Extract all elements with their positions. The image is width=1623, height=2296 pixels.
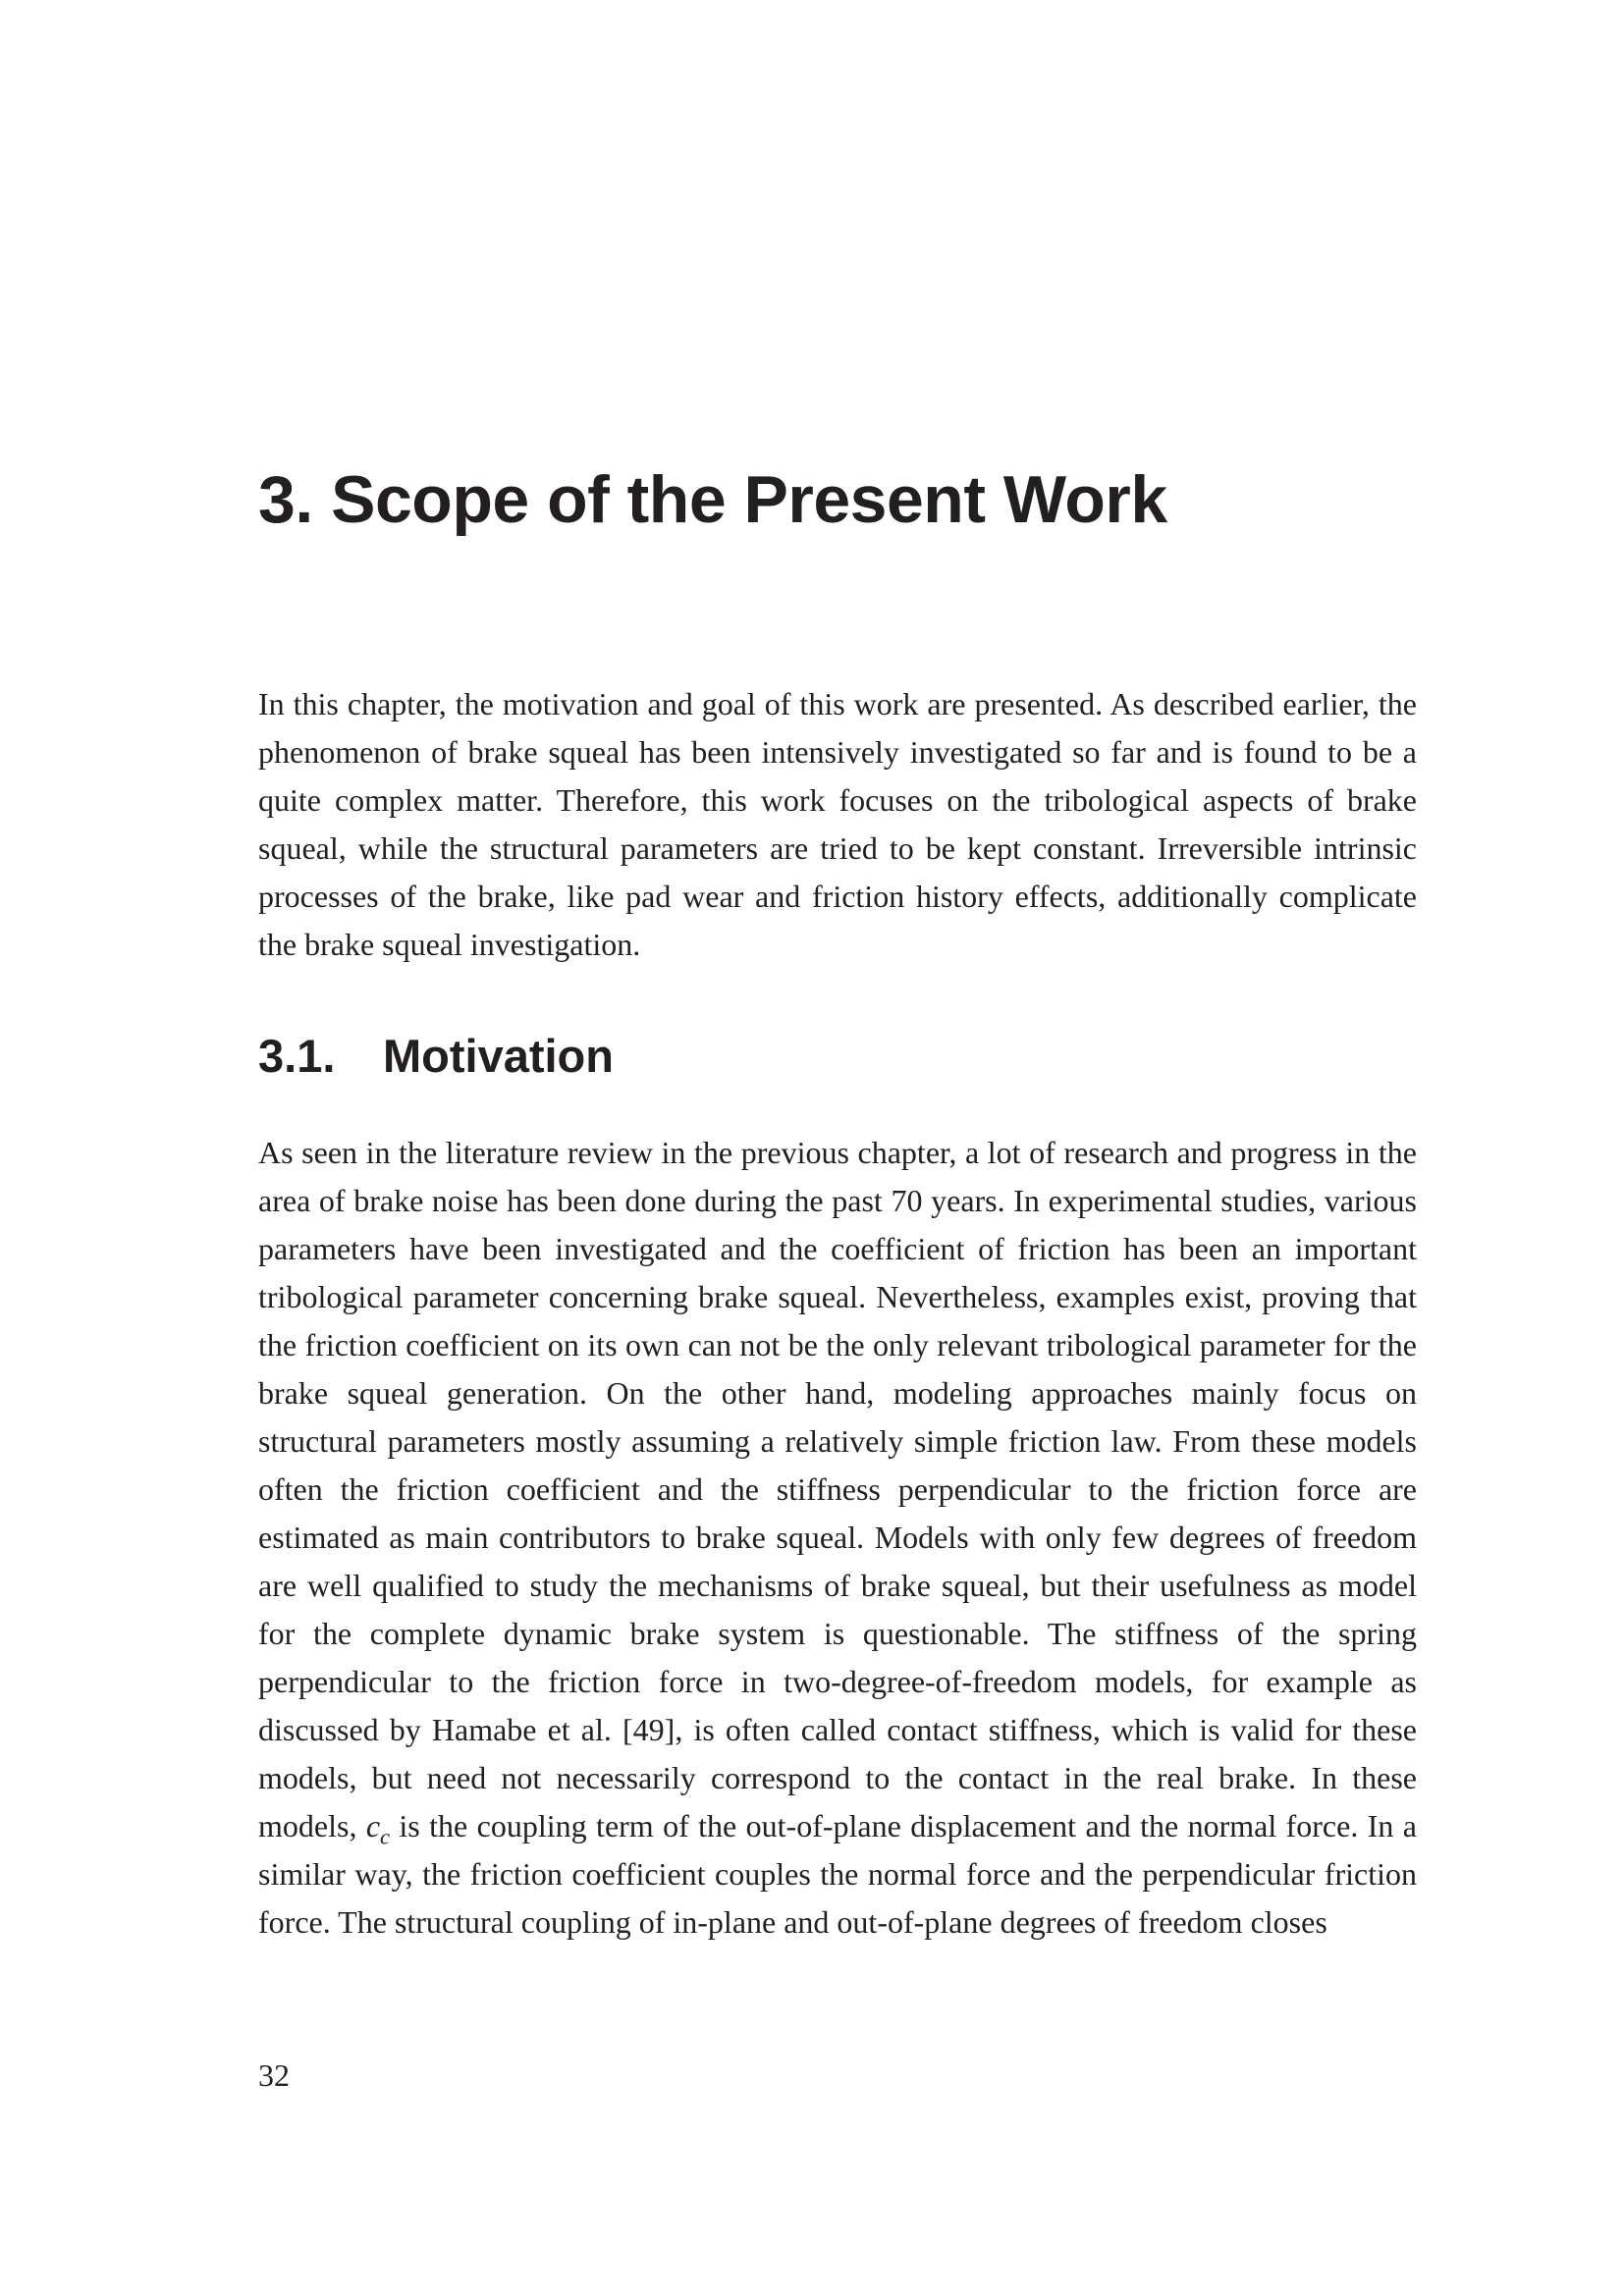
chapter-title: 3. Scope of the Present Work	[258, 462, 1167, 537]
coupling-term-symbol	[365, 1808, 390, 1849]
section-title: Motivation	[383, 1030, 614, 1082]
coupling-term-subscript: c	[380, 1824, 390, 1849]
section-number: 3.1.	[258, 1030, 336, 1082]
motivation-text-part1: As seen in the literature review in the previous chapter, a lot of research and progress in the area of brake noise has been done during the past 70 years. In experimental studies, various parameters have been investigated and the coefficient of friction has been an important tribological parameter concerning brake squeal. Nevertheless, examples exist, proving that the friction coefficient on its own can not be the only relevant tribological parameter for the brake squeal generation. On the other hand, modeling approaches mainly focus on structural parameters mostly assuming a relatively simple friction law. From these models often the friction coefficient and the stiffness perpendicular to the friction force are estimated as main contributors to brake squeal. Models with only few degrees of freedom are well qualified to study the mechanisms of brake squeal, but their usefulness as model for the complete dynamic brake system is questionable. The stiffness of the spring perpendicular to the friction force in two-degree-of-freedom models, for example as discussed by Hamabe et al. [49], is often called contact stiffness, which is valid for these models, but need not necessarily correspond to the contact in the real brake. In these models,	[258, 1135, 1417, 1843]
section-heading	[258, 1031, 614, 1082]
page-number: 32	[258, 2057, 290, 2093]
motivation-text-part2: is the coupling term of the out-of-plane displacement and the normal force. In a similar way, the friction coefficient couples the normal force and the perpendicular friction force. The structural coupling of in-plane and out-of-plane degrees of freedom closes	[258, 1808, 1417, 1940]
intro-paragraph: In this chapter, the motivation and goal of this work are presented. As described earlier, the phenomenon of brake squeal has been intensively investigated so far and is found to be a quite complex matter. Therefore, this work focuses on the tribological aspects of brake squeal, while the structural parameters are tried to be kept constant. Irreversible intrinsic processes of the brake, like pad wear and friction history effects, additionally complicate the brake squeal investigation.	[258, 686, 1417, 962]
coupling-term-base: c	[365, 1808, 381, 1843]
motivation-paragraph	[258, 1129, 1417, 1947]
